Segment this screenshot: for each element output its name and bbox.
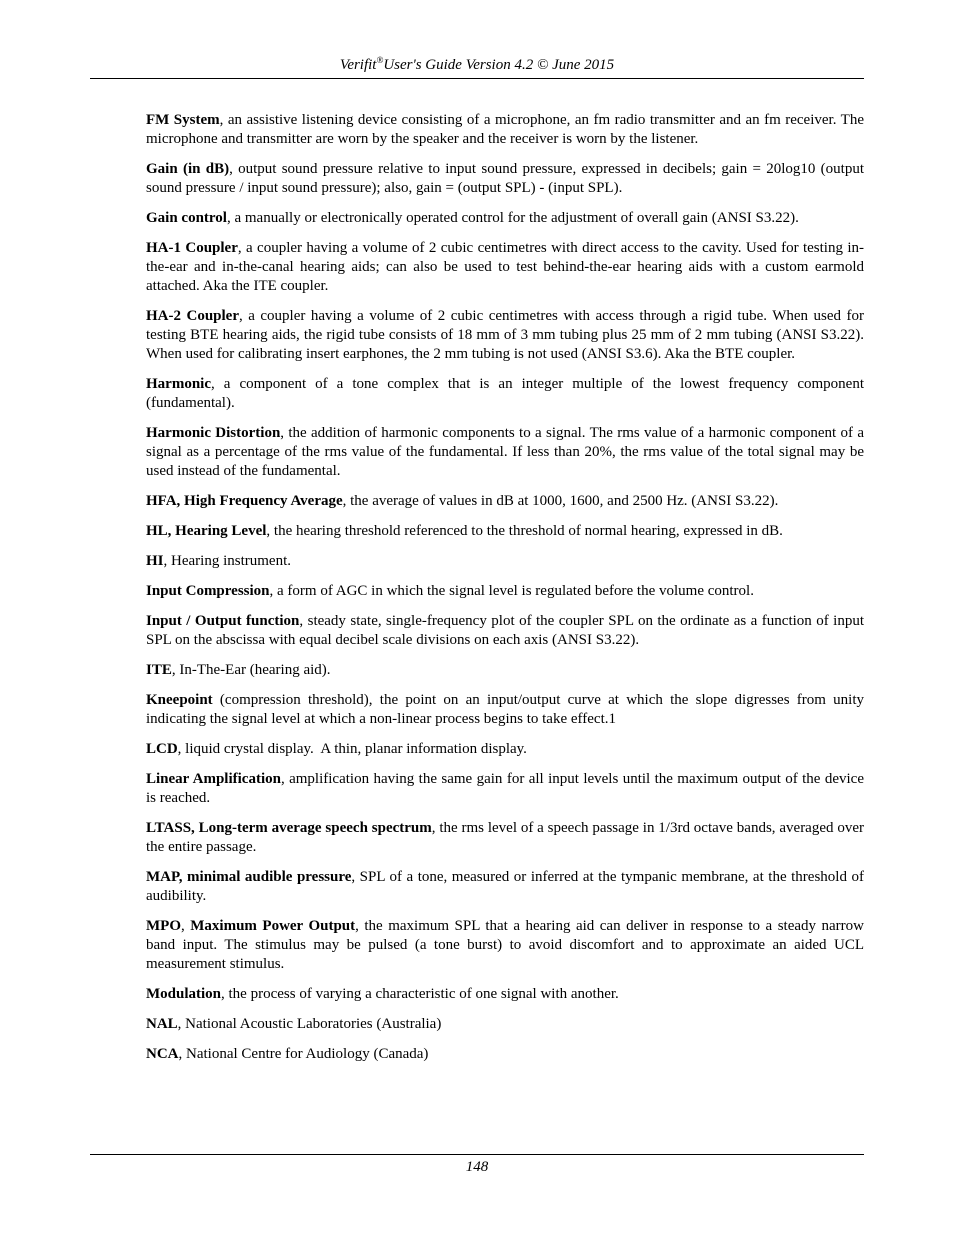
- entry-separator: ,: [181, 918, 191, 934]
- entry-term: Modulation: [146, 986, 222, 1002]
- entry-term: Input / Output function: [146, 613, 300, 629]
- entry-term: Input Compression: [146, 583, 270, 599]
- entry-definition: , SPL of a tone, measured or inferred at the tympanic membrane, at the threshold of audibility.: [146, 869, 864, 904]
- entry-definition: , a coupler having a volume of 2 cubic centimetres with direct access to the cavity. Used for testing in-the-ear and in-the-canal hearing aids; can also be used to test behind-the-ear hearing aids with a custom earmold attached. Aka the ITE coupler.: [146, 240, 864, 294]
- entry-definition: , the hearing threshold referenced to the threshold of normal hearing, expressed in dB.: [266, 523, 783, 539]
- header-brand: Verifit: [339, 57, 377, 73]
- entry-definition: , a form of AGC in which the signal level is regulated before the volume control.: [269, 583, 754, 599]
- entry-definition: , the process of varying a characteristic of one signal with another.: [221, 986, 619, 1002]
- entry-term: HFA, High Frequency Average: [146, 493, 343, 509]
- entry-term: HL, Hearing Level: [146, 523, 267, 539]
- glossary-entry-hfa: [146, 492, 864, 511]
- entry-term: HA-1 Coupler: [146, 240, 238, 256]
- entry-definition: (compression threshold), the point on an input/output curve at which the slope digresses from unity indicating the signal level at which a non-linear process begins to take effect.1: [146, 692, 864, 727]
- entry-definition: , a manually or electronically operated control for the adjustment of overall gain (ANSI S3.22).: [226, 210, 799, 226]
- entry-term: MPO: [146, 918, 181, 934]
- entry-definition: , the rms level of a speech passage in 1/3rd octave bands, averaged over the entire passage.: [146, 820, 864, 855]
- entry-term: NAL: [146, 1016, 178, 1032]
- glossary-content: [146, 111, 864, 1075]
- entry-term: Kneepoint: [146, 692, 213, 708]
- entry-term: Harmonic: [146, 376, 211, 392]
- entry-definition: , a coupler having a volume of 2 cubic centimetres with access through a rigid tube. When used for testing BTE hearing aids, the rigid tube consists of 18 mm of 3 mm tubing plus 25 mm of 2 mm tubing (ANSI S3.22). When used for calibrating insert earphones, the 2 mm tubing is not used (ANSI S3.6). Aka the BTE coupler.: [146, 308, 865, 362]
- entry-definition: , liquid crystal display. A thin, planar information display.: [177, 741, 527, 757]
- glossary-entry-input-compression: [146, 582, 864, 601]
- registered-mark: ®: [376, 55, 384, 65]
- entry-term-secondary: Maximum Power Output: [190, 918, 356, 934]
- entry-term: HI: [146, 553, 164, 569]
- glossary-entry-ha1-coupler: [146, 239, 864, 296]
- page-number: 148: [465, 1159, 489, 1175]
- glossary-entry-ltass: [146, 819, 864, 857]
- entry-term: LCD: [146, 741, 178, 757]
- header-rule: [90, 78, 864, 79]
- entry-definition: , an assistive listening device consisting of a microphone, an fm radio transmitter and an fm receiver. The microphone and transmitter are worn by the speaker and the receiver is worn by the listener.: [146, 112, 864, 147]
- glossary-entry-nca: [146, 1045, 864, 1064]
- page-header: [90, 56, 864, 74]
- glossary-entry-modulation: [146, 985, 864, 1004]
- entry-definition: , In-The-Ear (hearing aid).: [171, 662, 331, 678]
- glossary-entry-gain-control: [146, 209, 864, 228]
- glossary-entry-lcd: [146, 740, 864, 759]
- glossary-entry-harmonic-distortion: [146, 424, 864, 481]
- entry-term: NCA: [146, 1046, 179, 1062]
- glossary-entry-input-output-function: [146, 612, 864, 650]
- entry-definition: , the maximum SPL that a hearing aid can deliver in response to a steady narrow band input. The stimulus may be pulsed (a tone burst) to avoid discomfort and to approximate an aided UCL measurement stimulus.: [146, 918, 865, 972]
- entry-definition: , the addition of harmonic components to a signal. The rms value of a harmonic component of a signal as a percentage of the rms value of the fundamental. If less than 20%, the rms value of the total signal may be used instead of the fundamental.: [146, 425, 864, 479]
- glossary-entry-ha2-coupler: [146, 307, 864, 364]
- entry-definition: , the average of values in dB at 1000, 1600, and 2500 Hz. (ANSI S3.22).: [342, 493, 779, 509]
- entry-definition: , Hearing instrument.: [163, 553, 291, 569]
- entry-definition: , output sound pressure relative to input sound pressure, expressed in decibels; gain = 20log10 (output sound pressure / input sound pressure); also, gain = (output SPL) - (input SPL).: [146, 161, 864, 196]
- entry-definition: , a component of a tone complex that is an integer multiple of the lowest frequency component (fundamental).: [146, 376, 864, 411]
- entry-term: ITE: [146, 662, 172, 678]
- glossary-entry-kneepoint: [146, 691, 864, 729]
- entry-term: HA-2 Coupler: [146, 308, 239, 324]
- footer-rule: [90, 1154, 864, 1155]
- entry-term: FM System: [146, 112, 220, 128]
- entry-definition: , National Centre for Audiology (Canada): [178, 1046, 429, 1062]
- glossary-entry-gain: [146, 160, 864, 198]
- entry-term: LTASS, Long-term average speech spectrum: [146, 820, 432, 836]
- entry-definition: , steady state, single-frequency plot of the coupler SPL on the ordinate as a function of input SPL on the abscissa with equal decibel scale divisions on each axis (ANSI S3.22).: [146, 613, 864, 648]
- entry-term: Gain control: [146, 210, 227, 226]
- glossary-entry-nal: [146, 1015, 864, 1034]
- entry-term: MAP, minimal audible pressure: [146, 869, 352, 885]
- glossary-entry-linear-amplification: [146, 770, 864, 808]
- glossary-entry-ite: [146, 661, 864, 680]
- glossary-entry-map: [146, 868, 864, 906]
- glossary-entry-hl: [146, 522, 864, 541]
- entry-term: Gain (in dB): [146, 161, 230, 177]
- header-title: User's Guide Version 4.2 © June 2015: [383, 57, 615, 73]
- glossary-entry-harmonic: [146, 375, 864, 413]
- glossary-entry-mpo: [146, 917, 864, 974]
- entry-term: Harmonic Distortion: [146, 425, 281, 441]
- entry-definition: , National Acoustic Laboratories (Australia): [177, 1016, 442, 1032]
- entry-term: Linear Amplification: [146, 771, 281, 787]
- glossary-entry-hi: [146, 552, 864, 571]
- glossary-entry-fm-system: [146, 111, 864, 149]
- entry-definition: , amplification having the same gain for all input levels until the maximum output of the device is reached.: [146, 771, 864, 806]
